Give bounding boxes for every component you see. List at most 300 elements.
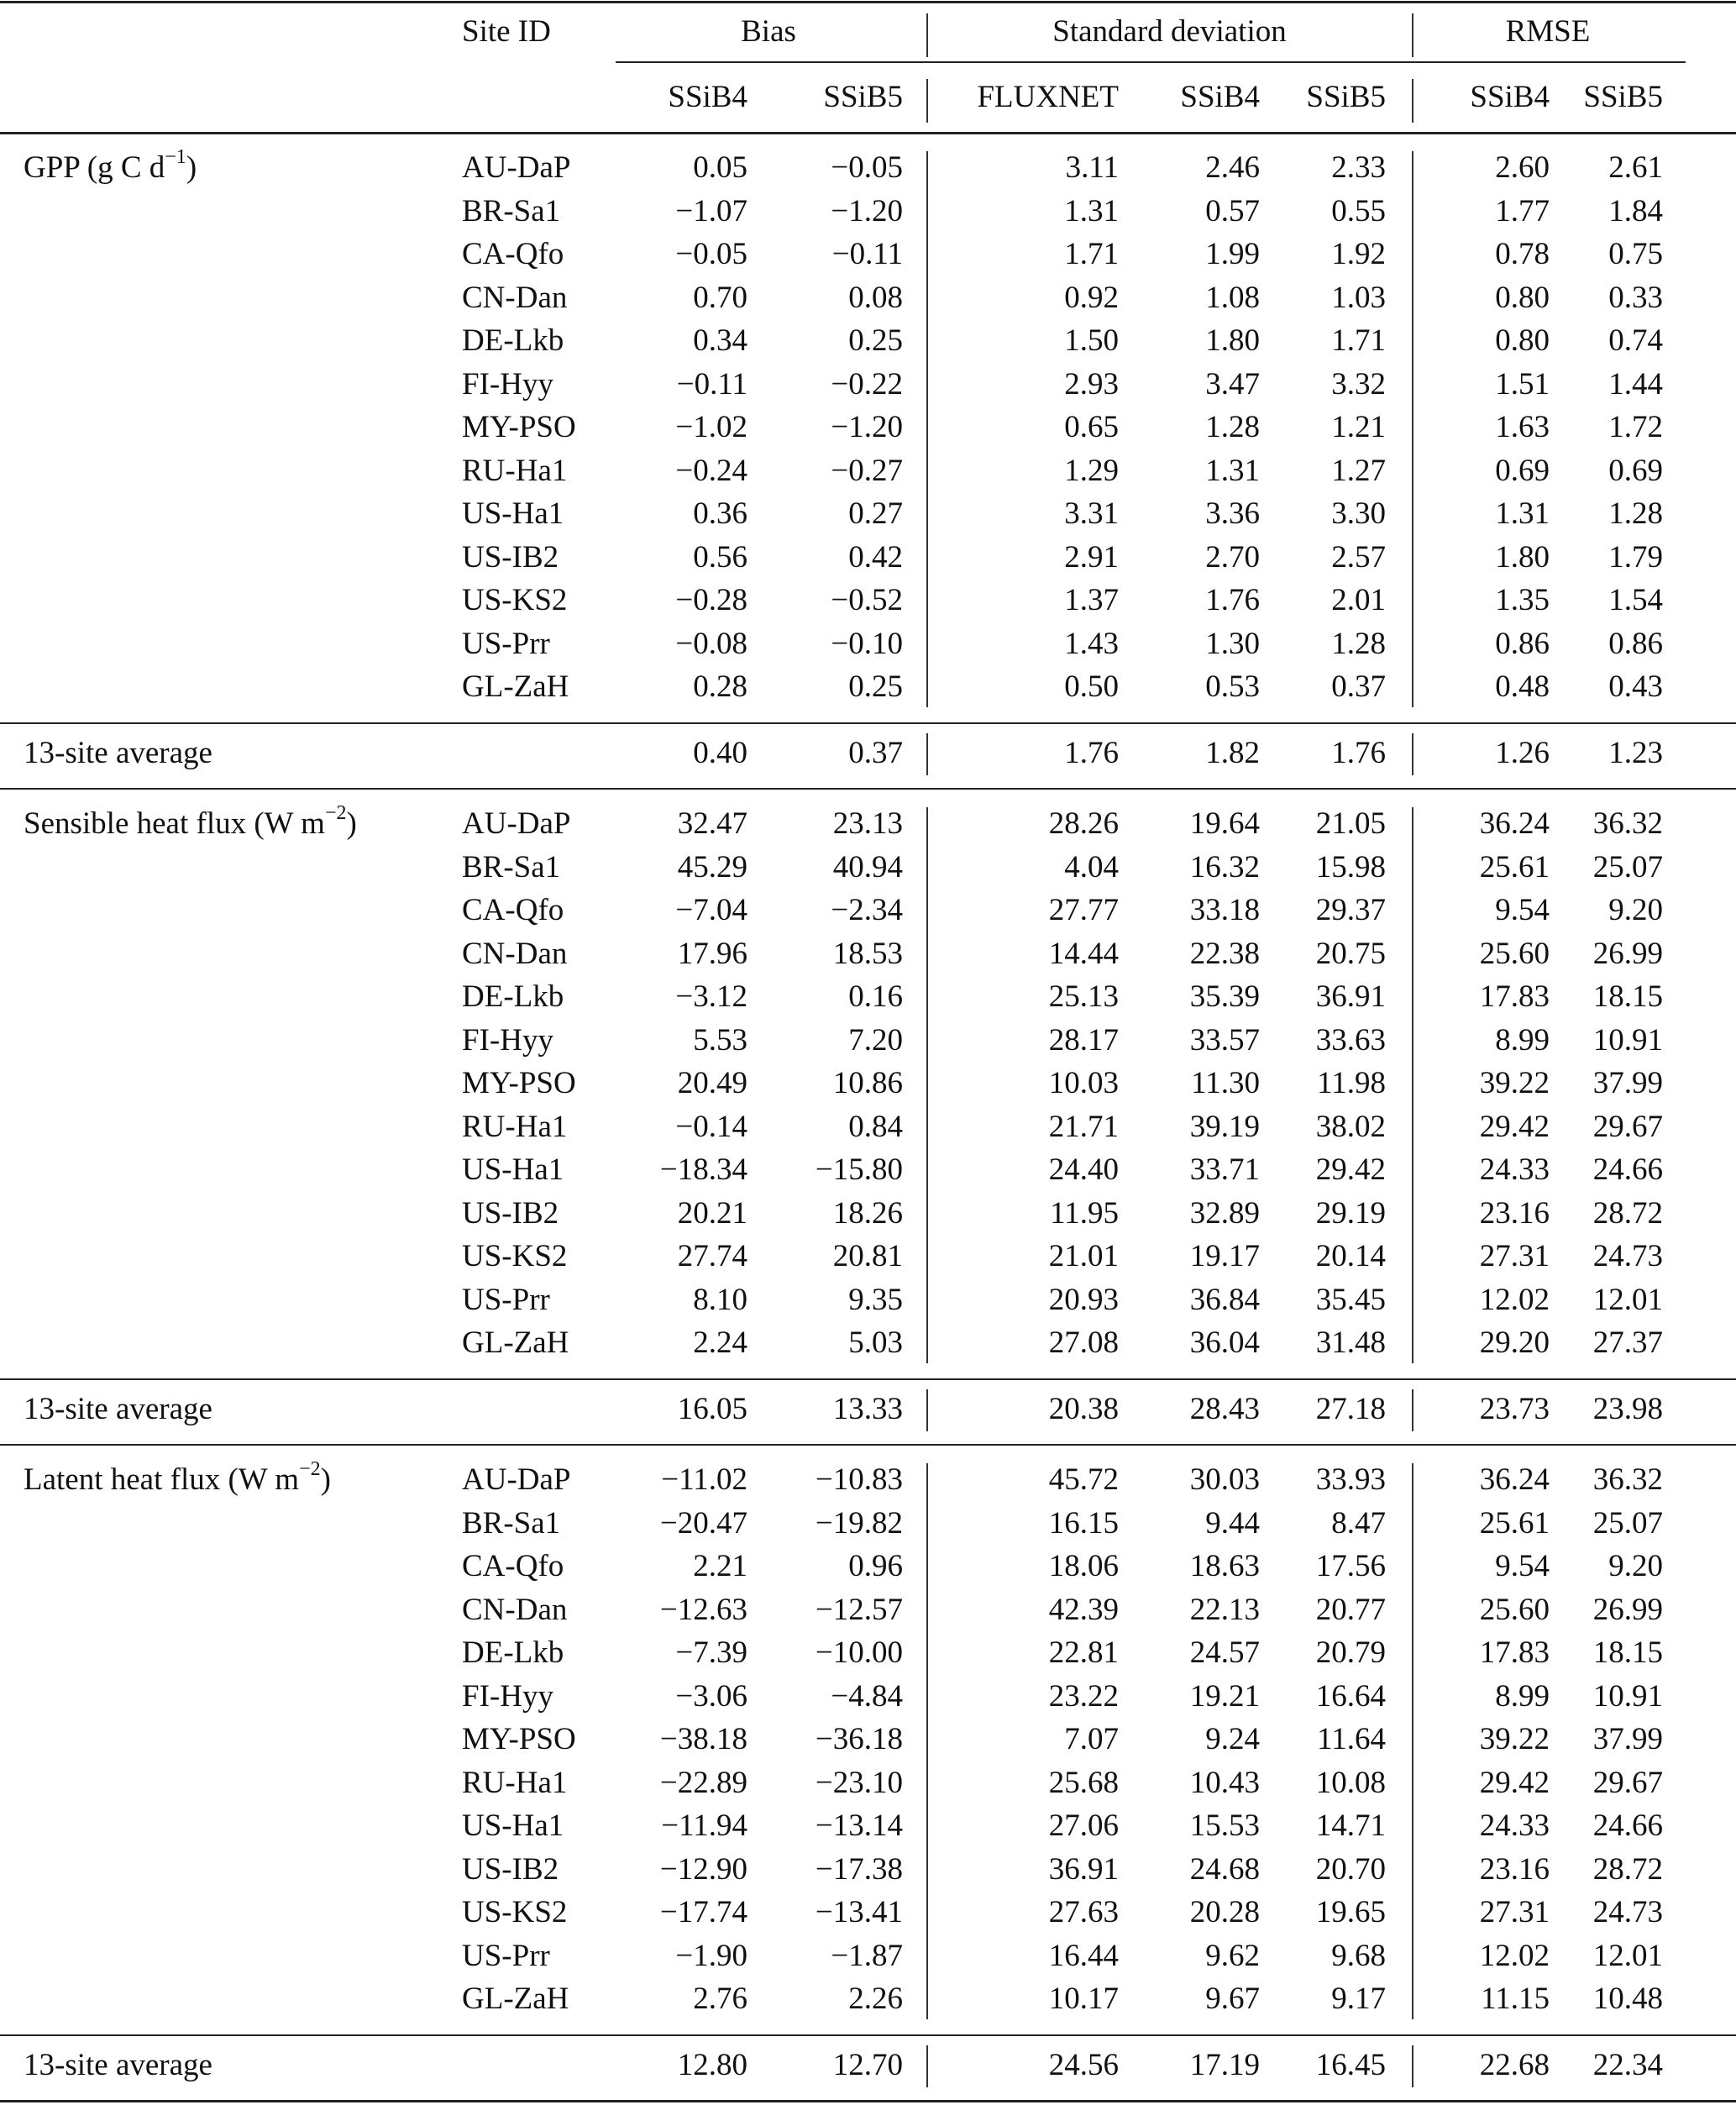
section-label	[24, 801, 357, 843]
value-bias-ssib5: −0.52	[831, 583, 903, 617]
average-sd-ssib4: 17.19	[1189, 2048, 1260, 2082]
site-id: US-Ha1	[462, 1808, 564, 1843]
value-rmse-ssib4: 17.83	[1479, 1635, 1550, 1670]
value-bias-ssib4: 0.70	[693, 280, 747, 315]
value-sd-fluxnet: 27.63	[1048, 1895, 1119, 1929]
value-sd-ssib5: 16.64	[1315, 1678, 1386, 1714]
value-bias-ssib4: −11.02	[661, 1462, 747, 1497]
subheader-sd-fluxnet: FLUXNET	[977, 80, 1119, 114]
column-divider	[926, 733, 928, 775]
value-bias-ssib4: −0.11	[676, 366, 747, 402]
value-sd-ssib5: 38.02	[1315, 1109, 1386, 1144]
value-sd-fluxnet: 0.50	[1064, 669, 1119, 704]
value-sd-ssib5: 20.75	[1315, 936, 1386, 971]
value-sd-ssib5: 11.98	[1317, 1066, 1386, 1100]
value-rmse-ssib4: 2.60	[1495, 150, 1550, 185]
value-bias-ssib5: −36.18	[815, 1722, 903, 1756]
value-bias-ssib4: −1.02	[675, 410, 747, 444]
value-sd-fluxnet: 2.93	[1064, 366, 1119, 402]
value-rmse-ssib5: 1.72	[1608, 410, 1663, 444]
average-sd-ssib5: 27.18	[1315, 1392, 1386, 1426]
value-sd-ssib5: 33.93	[1315, 1462, 1386, 1497]
value-bias-ssib4: 2.76	[693, 1982, 747, 2016]
site-id: US-Prr	[462, 1282, 550, 1317]
site-id: FI-Hyy	[462, 1022, 553, 1058]
site-id: US-Ha1	[462, 1152, 564, 1187]
value-bias-ssib4: 8.10	[693, 1282, 747, 1317]
value-sd-ssib4: 24.57	[1189, 1635, 1260, 1670]
value-rmse-ssib5: 0.86	[1608, 626, 1663, 661]
value-rmse-ssib5: 27.37	[1592, 1325, 1663, 1360]
section-label-close: )	[346, 806, 357, 841]
value-rmse-ssib5: 1.54	[1608, 583, 1663, 617]
site-id: BR-Sa1	[462, 193, 561, 228]
value-bias-ssib5: −0.11	[831, 237, 903, 271]
value-sd-fluxnet: 1.43	[1064, 626, 1119, 661]
site-id: RU-Ha1	[462, 453, 568, 488]
value-bias-ssib5: −17.38	[815, 1851, 903, 1887]
value-sd-ssib4: 19.64	[1189, 806, 1260, 841]
value-sd-fluxnet: 18.06	[1048, 1549, 1119, 1583]
value-bias-ssib4: −0.05	[675, 237, 747, 271]
value-bias-ssib5: 0.96	[848, 1549, 903, 1583]
value-rmse-ssib5: 24.66	[1592, 1152, 1663, 1187]
value-rmse-ssib4: 0.80	[1495, 323, 1550, 358]
value-sd-ssib5: 14.71	[1315, 1808, 1386, 1843]
average-sd-ssib4: 28.43	[1189, 1392, 1260, 1426]
average-top-rule	[0, 2034, 1736, 2036]
subheader-bias-ssib5: SSiB5	[823, 80, 903, 114]
value-bias-ssib5: 18.53	[832, 936, 903, 971]
site-id: MY-PSO	[462, 1722, 576, 1756]
average-label: 13-site average	[24, 736, 212, 770]
value-bias-ssib4: 0.34	[693, 323, 747, 358]
column-divider	[1412, 2045, 1413, 2087]
value-bias-ssib5: −0.10	[831, 626, 903, 661]
value-rmse-ssib5: 29.67	[1592, 1109, 1663, 1144]
value-rmse-ssib5: 1.79	[1608, 539, 1663, 575]
average-bias-ssib4: 0.40	[693, 736, 747, 770]
value-bias-ssib4: 20.49	[677, 1066, 747, 1100]
value-bias-ssib5: 0.42	[848, 539, 903, 575]
value-bias-ssib5: 9.35	[848, 1282, 903, 1317]
value-bias-ssib5: 0.08	[848, 280, 903, 315]
value-bias-ssib5: 0.25	[848, 323, 903, 358]
value-rmse-ssib5: 36.32	[1592, 806, 1663, 841]
average-top-rule	[0, 722, 1736, 724]
value-sd-fluxnet: 1.71	[1064, 237, 1119, 271]
value-sd-fluxnet: 0.92	[1064, 280, 1119, 315]
value-rmse-ssib4: 12.02	[1479, 1938, 1550, 1973]
header-rmse: RMSE	[1505, 14, 1591, 49]
value-bias-ssib4: −7.39	[675, 1635, 747, 1670]
value-rmse-ssib4: 25.61	[1479, 849, 1550, 885]
average-rmse-ssib5: 23.98	[1592, 1392, 1663, 1426]
average-sd-fluxnet: 20.38	[1048, 1392, 1119, 1426]
value-sd-ssib4: 24.68	[1189, 1851, 1260, 1887]
value-bias-ssib4: −0.14	[675, 1109, 747, 1144]
value-bias-ssib5: −4.84	[831, 1678, 903, 1714]
value-bias-ssib5: −10.00	[815, 1635, 903, 1670]
value-sd-fluxnet: 28.26	[1048, 806, 1119, 841]
value-sd-fluxnet: 2.91	[1064, 539, 1119, 575]
value-sd-ssib5: 2.57	[1331, 539, 1386, 575]
value-rmse-ssib4: 0.69	[1495, 453, 1550, 488]
site-id: CN-Dan	[462, 1592, 568, 1627]
site-id: US-KS2	[462, 1895, 568, 1929]
subheader-sd-ssib4: SSiB4	[1180, 80, 1260, 114]
value-bias-ssib5: 0.16	[848, 979, 903, 1014]
value-bias-ssib4: 0.56	[693, 539, 747, 575]
value-rmse-ssib4: 0.78	[1495, 237, 1550, 271]
value-sd-ssib5: 3.30	[1331, 496, 1386, 531]
header-site-id: Site ID	[462, 14, 551, 49]
value-rmse-ssib4: 39.22	[1479, 1722, 1550, 1756]
column-divider	[926, 807, 928, 1363]
value-sd-ssib4: 19.21	[1189, 1678, 1260, 1714]
value-sd-ssib4: 1.31	[1205, 453, 1260, 488]
average-bias-ssib5: 0.37	[848, 736, 903, 770]
value-sd-ssib4: 19.17	[1189, 1239, 1260, 1273]
value-bias-ssib5: 0.27	[848, 496, 903, 531]
value-sd-ssib4: 9.44	[1205, 1505, 1260, 1541]
value-rmse-ssib5: 28.72	[1592, 1195, 1663, 1231]
subheader-rmse-ssib5: SSiB5	[1583, 80, 1663, 114]
value-sd-ssib4: 30.03	[1189, 1462, 1260, 1497]
value-sd-ssib4: 2.46	[1205, 150, 1260, 185]
value-sd-ssib5: 1.28	[1331, 626, 1386, 661]
value-rmse-ssib5: 0.69	[1608, 453, 1663, 488]
value-sd-ssib5: 10.08	[1315, 1765, 1386, 1800]
value-rmse-ssib4: 24.33	[1479, 1152, 1550, 1187]
site-id: CA-Qfo	[462, 893, 564, 927]
value-sd-fluxnet: 11.95	[1050, 1195, 1119, 1231]
section-label-text: Latent heat flux (W m	[24, 1462, 300, 1497]
value-bias-ssib5: 18.26	[832, 1195, 903, 1231]
value-sd-ssib5: 29.42	[1315, 1152, 1386, 1187]
site-id: CA-Qfo	[462, 1549, 564, 1583]
value-bias-ssib5: −13.14	[815, 1808, 903, 1843]
subheader-rmse-ssib4: SSiB4	[1470, 80, 1550, 114]
value-bias-ssib4: 20.21	[677, 1195, 747, 1231]
value-rmse-ssib4: 25.60	[1479, 1592, 1550, 1627]
value-sd-fluxnet: 25.13	[1048, 979, 1119, 1014]
value-sd-fluxnet: 20.93	[1048, 1282, 1119, 1317]
site-id: DE-Lkb	[462, 323, 564, 358]
average-sd-fluxnet: 1.76	[1064, 736, 1119, 770]
value-rmse-ssib4: 29.42	[1479, 1765, 1550, 1800]
value-bias-ssib4: −22.89	[659, 1765, 747, 1800]
value-sd-ssib5: 20.79	[1315, 1635, 1386, 1670]
value-sd-fluxnet: 27.77	[1048, 893, 1119, 927]
value-rmse-ssib5: 37.99	[1592, 1066, 1663, 1100]
value-rmse-ssib5: 12.01	[1592, 1282, 1663, 1317]
value-sd-ssib4: 33.57	[1189, 1022, 1260, 1058]
value-bias-ssib4: 5.53	[693, 1022, 747, 1058]
section-label-exponent: −2	[299, 1457, 321, 1480]
value-rmse-ssib4: 39.22	[1479, 1066, 1550, 1100]
value-sd-ssib5: 9.68	[1331, 1938, 1386, 1973]
value-bias-ssib5: −0.27	[831, 453, 903, 488]
value-bias-ssib5: 20.81	[832, 1239, 903, 1273]
value-sd-ssib5: 17.56	[1315, 1549, 1386, 1583]
value-sd-fluxnet: 36.91	[1048, 1851, 1119, 1887]
value-sd-fluxnet: 28.17	[1048, 1022, 1119, 1058]
site-id: GL-ZaH	[462, 1325, 569, 1360]
value-sd-ssib4: 9.24	[1205, 1722, 1260, 1756]
value-sd-ssib5: 1.92	[1331, 237, 1386, 271]
site-id: US-KS2	[462, 1239, 568, 1273]
section-rule	[0, 788, 1736, 790]
site-id: US-Prr	[462, 1938, 550, 1973]
value-bias-ssib5: 0.84	[848, 1109, 903, 1144]
site-id: DE-Lkb	[462, 1635, 564, 1670]
value-sd-ssib4: 11.30	[1191, 1066, 1260, 1100]
section-label-text: GPP (g C d	[24, 150, 165, 185]
value-sd-ssib5: 31.48	[1315, 1325, 1386, 1360]
section-label	[24, 145, 197, 186]
header-divider	[1412, 13, 1413, 57]
value-bias-ssib4: 32.47	[677, 806, 747, 841]
average-rmse-ssib5: 22.34	[1592, 2048, 1663, 2082]
value-bias-ssib5: 40.94	[832, 849, 903, 885]
value-bias-ssib5: −1.20	[831, 410, 903, 444]
value-sd-ssib5: 36.91	[1315, 979, 1386, 1014]
average-rmse-ssib4: 22.68	[1479, 2048, 1550, 2082]
average-sd-fluxnet: 24.56	[1048, 2048, 1119, 2082]
value-sd-ssib5: 20.77	[1315, 1592, 1386, 1627]
value-rmse-ssib5: 24.66	[1592, 1808, 1663, 1843]
value-rmse-ssib4: 23.16	[1479, 1851, 1550, 1887]
site-id: RU-Ha1	[462, 1109, 568, 1144]
value-rmse-ssib5: 26.99	[1592, 936, 1663, 971]
column-divider	[1412, 1389, 1413, 1431]
value-bias-ssib4: 27.74	[677, 1239, 747, 1273]
average-bias-ssib4: 12.80	[677, 2048, 747, 2082]
value-sd-fluxnet: 42.39	[1048, 1592, 1119, 1627]
column-divider	[926, 2045, 928, 2087]
column-divider	[1412, 1463, 1413, 2019]
site-id: GL-ZaH	[462, 1982, 569, 2016]
value-rmse-ssib5: 28.72	[1592, 1851, 1663, 1887]
value-bias-ssib5: −13.41	[815, 1895, 903, 1929]
value-bias-ssib4: 2.24	[693, 1325, 747, 1360]
value-rmse-ssib4: 1.35	[1495, 583, 1550, 617]
value-rmse-ssib5: 12.01	[1592, 1938, 1663, 1973]
value-sd-fluxnet: 16.15	[1048, 1505, 1119, 1541]
value-rmse-ssib5: 25.07	[1592, 849, 1663, 885]
average-top-rule	[0, 1378, 1736, 1380]
top-rule	[0, 1, 1736, 3]
value-rmse-ssib5: 25.07	[1592, 1505, 1663, 1541]
value-sd-fluxnet: 21.01	[1048, 1239, 1119, 1273]
header-bottom-rule	[0, 132, 1736, 134]
header-divider	[1412, 79, 1413, 123]
value-bias-ssib4: −0.08	[675, 626, 747, 661]
value-rmse-ssib4: 9.54	[1495, 893, 1550, 927]
bottom-rule	[0, 2100, 1736, 2102]
header-divider	[926, 13, 928, 57]
value-sd-ssib4: 1.99	[1205, 237, 1260, 271]
site-id: AU-DaP	[462, 806, 571, 841]
value-rmse-ssib4: 36.24	[1479, 1462, 1550, 1497]
value-sd-fluxnet: 0.65	[1064, 410, 1119, 444]
value-rmse-ssib5: 10.48	[1592, 1982, 1663, 2016]
value-sd-ssib4: 10.43	[1189, 1765, 1260, 1800]
header-divider	[926, 79, 928, 123]
value-sd-ssib5: 1.71	[1331, 323, 1386, 358]
value-bias-ssib4: −1.90	[675, 1938, 747, 1973]
value-rmse-ssib4: 24.33	[1479, 1808, 1550, 1843]
value-sd-ssib4: 36.04	[1189, 1325, 1260, 1360]
value-bias-ssib4: −3.06	[675, 1678, 747, 1714]
value-sd-ssib4: 39.19	[1189, 1109, 1260, 1144]
value-rmse-ssib4: 0.80	[1495, 280, 1550, 315]
value-sd-fluxnet: 45.72	[1048, 1462, 1119, 1497]
value-sd-ssib4: 1.80	[1205, 323, 1260, 358]
site-id: FI-Hyy	[462, 366, 553, 402]
value-rmse-ssib4: 1.77	[1495, 193, 1550, 228]
value-rmse-ssib4: 23.16	[1479, 1195, 1550, 1231]
value-rmse-ssib5: 1.84	[1608, 193, 1663, 228]
site-id: RU-Ha1	[462, 1765, 568, 1800]
average-sd-ssib5: 1.76	[1331, 736, 1386, 770]
value-bias-ssib4: 2.21	[693, 1549, 747, 1583]
average-bias-ssib5: 13.33	[832, 1392, 903, 1426]
value-bias-ssib4: −1.07	[675, 193, 747, 228]
value-sd-ssib5: 20.70	[1315, 1851, 1386, 1887]
value-bias-ssib4: −18.34	[659, 1152, 747, 1187]
average-rmse-ssib4: 23.73	[1479, 1392, 1550, 1426]
value-rmse-ssib5: 36.32	[1592, 1462, 1663, 1497]
value-sd-ssib4: 36.84	[1189, 1282, 1260, 1317]
value-sd-fluxnet: 1.31	[1064, 193, 1119, 228]
value-sd-ssib4: 3.36	[1205, 496, 1260, 531]
value-bias-ssib5: −12.57	[815, 1592, 903, 1627]
value-rmse-ssib4: 1.51	[1495, 366, 1550, 402]
value-bias-ssib4: −0.28	[675, 583, 747, 617]
site-id: CA-Qfo	[462, 237, 564, 271]
value-bias-ssib5: −0.22	[831, 366, 903, 402]
value-rmse-ssib5: 26.99	[1592, 1592, 1663, 1627]
value-rmse-ssib5: 0.43	[1608, 669, 1663, 704]
header-standard-deviation: Standard deviation	[1052, 14, 1287, 49]
value-rmse-ssib5: 37.99	[1592, 1722, 1663, 1756]
average-rmse-ssib5: 1.23	[1608, 736, 1663, 770]
value-sd-ssib4: 9.62	[1205, 1938, 1260, 1973]
value-sd-ssib5: 20.14	[1315, 1239, 1386, 1273]
value-rmse-ssib4: 29.42	[1479, 1109, 1550, 1144]
value-rmse-ssib5: 18.15	[1592, 1635, 1663, 1670]
value-sd-fluxnet: 10.17	[1048, 1982, 1119, 2016]
value-sd-ssib5: 9.17	[1331, 1982, 1386, 2016]
value-sd-fluxnet: 23.22	[1048, 1678, 1119, 1714]
site-id: MY-PSO	[462, 410, 576, 444]
value-sd-ssib4: 0.53	[1205, 669, 1260, 704]
average-sd-ssib5: 16.45	[1315, 2048, 1386, 2082]
value-rmse-ssib5: 24.73	[1592, 1239, 1663, 1273]
section-rule	[0, 1444, 1736, 1446]
average-label: 13-site average	[24, 2048, 212, 2082]
value-sd-ssib5: 1.21	[1331, 410, 1386, 444]
value-sd-ssib4: 33.18	[1189, 893, 1260, 927]
value-bias-ssib4: 0.28	[693, 669, 747, 704]
value-sd-ssib4: 16.32	[1189, 849, 1260, 885]
value-bias-ssib5: 10.86	[832, 1066, 903, 1100]
value-bias-ssib4: 0.36	[693, 496, 747, 531]
value-rmse-ssib5: 1.44	[1608, 366, 1663, 402]
value-rmse-ssib4: 27.31	[1479, 1895, 1550, 1929]
section-label-close: )	[320, 1462, 331, 1497]
value-rmse-ssib4: 0.48	[1495, 669, 1550, 704]
value-bias-ssib5: −2.34	[831, 893, 903, 927]
section-label-exponent: −2	[324, 801, 347, 824]
value-rmse-ssib4: 27.31	[1479, 1239, 1550, 1273]
value-rmse-ssib4: 25.61	[1479, 1505, 1550, 1541]
value-rmse-ssib4: 12.02	[1479, 1282, 1550, 1317]
value-rmse-ssib4: 1.63	[1495, 410, 1550, 444]
value-sd-ssib4: 1.08	[1205, 280, 1260, 315]
value-sd-ssib5: 11.64	[1317, 1722, 1386, 1756]
value-rmse-ssib4: 1.31	[1495, 496, 1550, 531]
average-bias-ssib4: 16.05	[677, 1392, 747, 1426]
value-sd-ssib4: 22.38	[1189, 936, 1260, 971]
section-label-text: Sensible heat flux (W m	[24, 806, 325, 841]
value-bias-ssib4: 17.96	[677, 936, 747, 971]
value-sd-fluxnet: 22.81	[1048, 1635, 1119, 1670]
value-sd-ssib4: 33.71	[1189, 1152, 1260, 1187]
value-rmse-ssib5: 0.33	[1608, 280, 1663, 315]
value-rmse-ssib4: 11.15	[1481, 1982, 1550, 2016]
site-id: US-IB2	[462, 539, 559, 575]
value-sd-ssib4: 1.30	[1205, 626, 1260, 661]
section-label-exponent: −1	[165, 145, 186, 168]
column-divider	[1412, 151, 1413, 707]
value-bias-ssib4: 0.05	[693, 150, 747, 185]
site-id: US-IB2	[462, 1195, 559, 1231]
column-divider	[1412, 807, 1413, 1363]
value-bias-ssib5: 2.26	[848, 1982, 903, 2016]
site-id: US-Ha1	[462, 496, 564, 531]
value-rmse-ssib4: 17.83	[1479, 979, 1550, 1014]
site-id: CN-Dan	[462, 280, 568, 315]
value-bias-ssib4: −38.18	[659, 1722, 747, 1756]
value-rmse-ssib4: 0.86	[1495, 626, 1550, 661]
value-sd-ssib4: 35.39	[1189, 979, 1260, 1014]
site-id: CN-Dan	[462, 936, 568, 971]
value-sd-ssib5: 1.03	[1331, 280, 1386, 315]
value-sd-ssib4: 0.57	[1205, 193, 1260, 228]
value-sd-fluxnet: 1.50	[1064, 323, 1119, 358]
value-bias-ssib5: −1.87	[831, 1938, 903, 1973]
value-sd-fluxnet: 10.03	[1048, 1066, 1119, 1100]
group-rule	[616, 61, 1686, 63]
value-sd-ssib5: 3.32	[1331, 366, 1386, 402]
value-rmse-ssib5: 10.91	[1592, 1678, 1663, 1714]
value-bias-ssib5: −23.10	[815, 1765, 903, 1800]
site-id: DE-Lkb	[462, 979, 564, 1014]
value-sd-ssib4: 18.63	[1189, 1549, 1260, 1583]
site-id: BR-Sa1	[462, 849, 561, 885]
value-bias-ssib4: −12.63	[659, 1592, 747, 1627]
value-rmse-ssib5: 9.20	[1608, 1549, 1663, 1583]
value-bias-ssib4: −3.12	[675, 979, 747, 1014]
value-sd-fluxnet: 16.44	[1048, 1938, 1119, 1973]
subheader-bias-ssib4: SSiB4	[668, 80, 747, 114]
value-sd-fluxnet: 4.04	[1064, 849, 1119, 885]
value-bias-ssib4: −0.24	[675, 453, 747, 488]
value-sd-fluxnet: 24.40	[1048, 1152, 1119, 1187]
